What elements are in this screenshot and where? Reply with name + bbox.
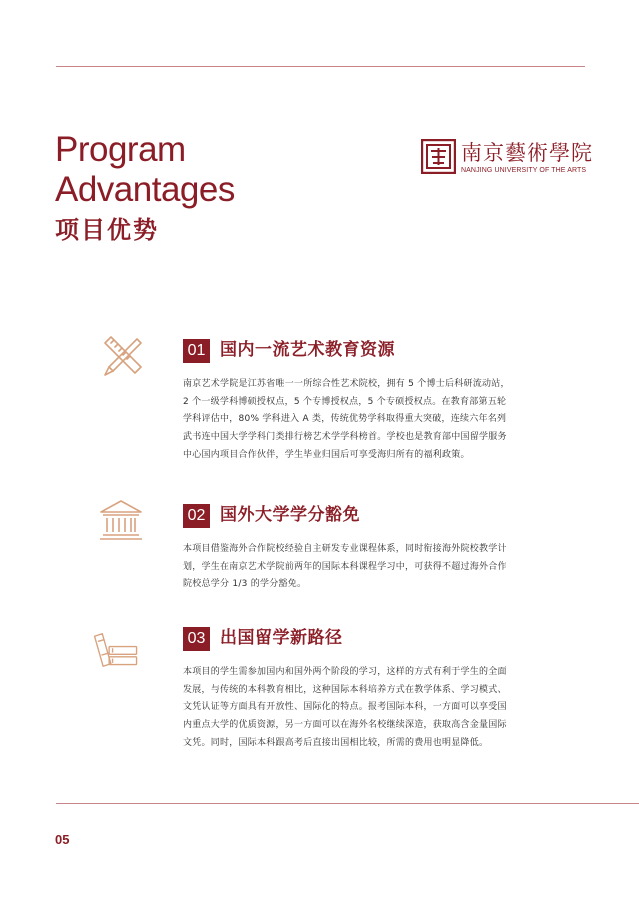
logo-name-en: NANJING UNIVERSITY OF THE ARTS xyxy=(461,167,587,174)
body-line: 学科评估中，80% 学科进入 A 类，传统优势学科取得重大突破，连续六年名列 xyxy=(183,414,507,425)
body-line: 内重点大学的优质资源，另一方面可以在海外名校继续深造，获取高含金量国际 xyxy=(183,720,507,731)
body-line: 文凭认证等方面具有开放性、国际化的特点。报考国际本科，一方面可以享受国 xyxy=(183,702,507,713)
body-line: 南京艺术学院是江苏省唯一一所综合性艺术院校，拥有 5 个博士后科研流动站， xyxy=(183,379,510,389)
section-header xyxy=(183,339,543,363)
university-logo xyxy=(421,139,591,179)
section-title: 国内一流艺术教育资源 xyxy=(220,340,395,360)
logo-name-cn: 南京藝術學院 xyxy=(461,141,593,165)
section-header xyxy=(183,627,543,651)
body-line: 本项目借鉴海外合作院校经验自主研发专业课程体系，同时衔接海外院校教学计 xyxy=(183,544,507,554)
body-line: 发展，与传统的本科教育相比，这种国际本科培养方式在教学体系、学习模式、 xyxy=(183,684,507,695)
section-body xyxy=(183,376,543,465)
top-divider xyxy=(56,66,585,67)
body-line: 本项目的学生需参加国内和国外两个阶段的学习，这样的方式有利于学生的全面 xyxy=(183,667,507,677)
section-body xyxy=(183,541,543,594)
university-seal-icon xyxy=(421,139,456,174)
section-title: 国外大学学分豁免 xyxy=(220,505,360,525)
section-number: 03 xyxy=(183,627,210,651)
books-icon xyxy=(92,626,140,674)
pen-ruler-icon xyxy=(97,333,145,381)
page-subtitle: 项目优势 xyxy=(55,216,159,244)
title-line-1: Program xyxy=(55,130,186,169)
page-number: 05 xyxy=(55,832,70,847)
section-header xyxy=(183,504,543,528)
section-number: 01 xyxy=(183,339,210,363)
section-02 xyxy=(183,504,543,594)
section-01 xyxy=(183,339,543,465)
section-number: 02 xyxy=(183,504,210,528)
body-line: 中心国内项目合作伙伴，学生毕业归国后可享受海归所有的福利政策。 xyxy=(183,449,470,460)
body-line: 2 个一级学科博硕授权点，5 个专博授权点，5 个专硕授权点。在教育部第五轮 xyxy=(183,396,507,407)
section-body xyxy=(183,664,543,753)
body-line: 武书连中国大学学科门类排行榜艺术学学科榜首。学校也是教育部中国留学服务 xyxy=(183,432,507,443)
body-line: 划，学生在南京艺术学院前两年的国际本科课程学习中，可获得不超过海外合作 xyxy=(183,561,507,572)
section-title: 出国留学新路径 xyxy=(220,628,343,648)
title-line-2: Advantages xyxy=(55,170,235,209)
body-line: 文凭。同时，国际本科跟高考后直接出国相比较，所需的费用也明显降低。 xyxy=(183,737,489,748)
section-03 xyxy=(183,627,543,753)
bottom-divider xyxy=(56,803,639,804)
page-title xyxy=(55,130,235,210)
institution-icon xyxy=(97,496,145,544)
body-line: 院校总学分 1/3 的学分豁免。 xyxy=(183,579,307,590)
